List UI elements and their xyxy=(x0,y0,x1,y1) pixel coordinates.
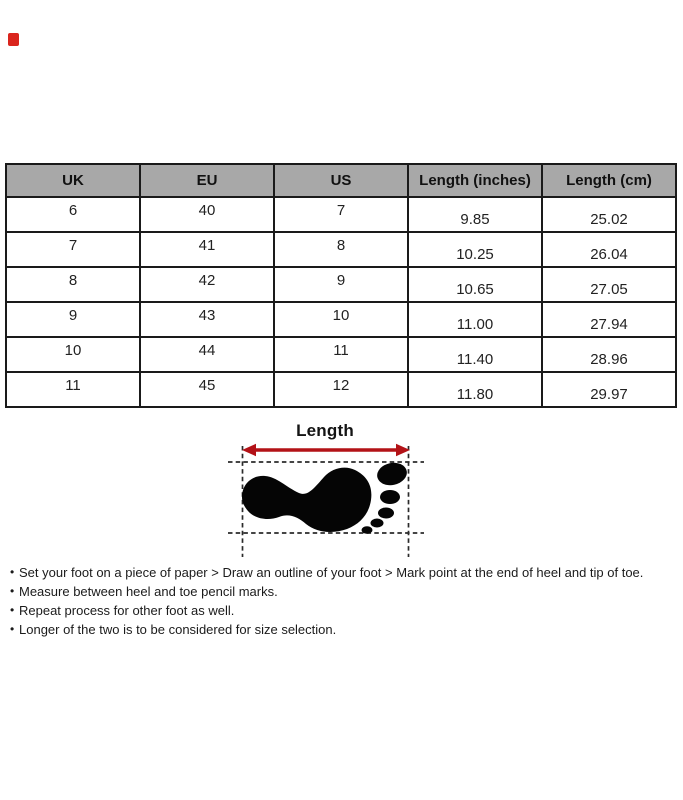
table-row xyxy=(6,232,676,267)
footprint-toe-2 xyxy=(380,490,400,504)
size-cell: 10 xyxy=(274,302,408,337)
size-cell: 9 xyxy=(6,302,140,337)
footprint-big-toe xyxy=(375,460,409,488)
instruction-item: • Set your foot on a piece of paper > Draw an outline of your foot > Mark point at the end of heel and tip of toe. xyxy=(0,563,678,582)
size-cell: 11.40 xyxy=(408,337,542,372)
column-header-3: Length (inches) xyxy=(408,164,542,197)
size-cell: 40 xyxy=(140,197,274,232)
table-row xyxy=(6,302,676,337)
size-cell: 8 xyxy=(274,232,408,267)
size-cell: 7 xyxy=(6,232,140,267)
size-table-header-row xyxy=(6,164,676,197)
table-row xyxy=(6,267,676,302)
size-cell: 10.25 xyxy=(408,232,542,267)
size-cell: 6 xyxy=(6,197,140,232)
column-header-1: EU xyxy=(140,164,274,197)
size-cell: 25.02 xyxy=(542,197,676,232)
instructions-list xyxy=(0,563,678,639)
size-conversion-table xyxy=(5,163,677,408)
column-header-0: UK xyxy=(6,164,140,197)
column-header-2: US xyxy=(274,164,408,197)
size-cell: 8 xyxy=(6,267,140,302)
footprint-icon xyxy=(242,460,409,534)
length-arrow xyxy=(242,444,410,456)
size-cell: 10 xyxy=(6,337,140,372)
size-cell: 27.05 xyxy=(542,267,676,302)
size-cell: 44 xyxy=(140,337,274,372)
size-cell: 42 xyxy=(140,267,274,302)
size-cell: 41 xyxy=(140,232,274,267)
size-cell: 43 xyxy=(140,302,274,337)
table-row xyxy=(6,197,676,232)
size-cell: 45 xyxy=(140,372,274,407)
footprint-sole xyxy=(242,468,371,532)
instruction-item: • Repeat process for other foot as well. xyxy=(0,601,678,620)
instruction-item: • Measure between heel and toe pencil marks. xyxy=(0,582,678,601)
footprint-toe-3 xyxy=(378,508,394,519)
size-table-body xyxy=(6,197,676,407)
size-cell: 26.04 xyxy=(542,232,676,267)
red-corner-mark xyxy=(8,33,19,46)
size-cell: 11.00 xyxy=(408,302,542,337)
footprint-toe-4 xyxy=(371,519,384,528)
size-cell: 11 xyxy=(6,372,140,407)
column-header-4: Length (cm) xyxy=(542,164,676,197)
size-cell: 11.80 xyxy=(408,372,542,407)
footprint-illustration xyxy=(215,440,435,570)
length-label: Length xyxy=(296,421,354,440)
size-cell: 10.65 xyxy=(408,267,542,302)
size-cell: 27.94 xyxy=(542,302,676,337)
size-cell: 11 xyxy=(274,337,408,372)
foot-measurement-diagram xyxy=(0,410,683,575)
size-cell: 7 xyxy=(274,197,408,232)
size-cell: 9.85 xyxy=(408,197,542,232)
footprint-toe-5 xyxy=(362,526,373,534)
table-row xyxy=(6,337,676,372)
instruction-item: • Longer of the two is to be considered for size selection. xyxy=(0,620,678,639)
table-row xyxy=(6,372,676,407)
size-cell: 9 xyxy=(274,267,408,302)
size-cell: 29.97 xyxy=(542,372,676,407)
size-cell: 28.96 xyxy=(542,337,676,372)
size-cell: 12 xyxy=(274,372,408,407)
